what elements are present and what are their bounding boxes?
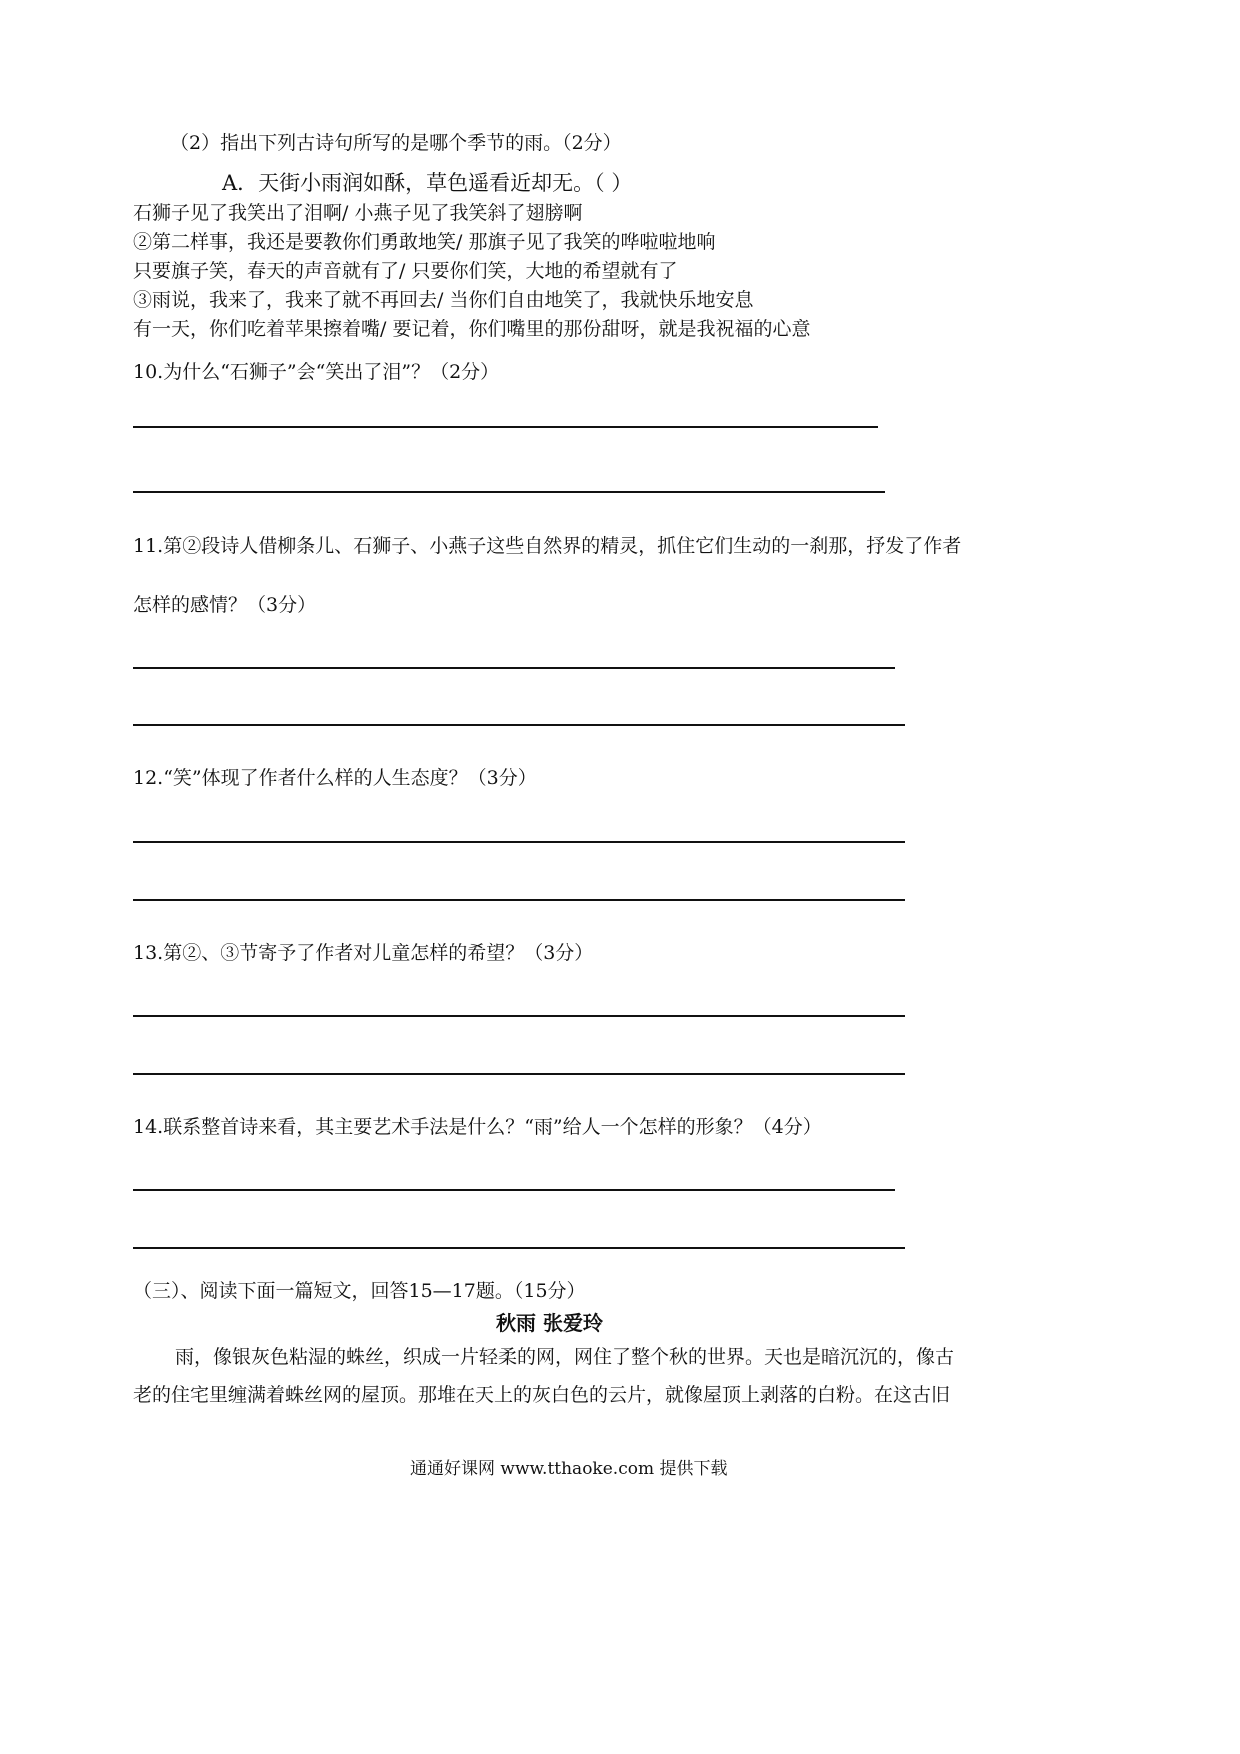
- sub-question-2: （2）指出下列古诗句所写的是哪个季节的雨。（2分）: [170, 132, 622, 154]
- answer-line[interactable]: [133, 426, 878, 428]
- section-3-heading: （三）、阅读下面一篇短文，回答15—17题。（15分）: [133, 1280, 586, 1302]
- question-12: 12.“笑”体现了作者什么样的人生态度？（3分）: [133, 767, 537, 789]
- answer-line[interactable]: [133, 1015, 905, 1017]
- question-14: 14.联系整首诗来看，其主要艺术手法是什么？“雨”给人一个怎样的形象？（4分）: [133, 1116, 822, 1138]
- answer-line[interactable]: [133, 491, 885, 493]
- poem-line: ③雨说，我来了，我来了就不再回去/ 当你们自由地笑了，我就快乐地安息: [133, 289, 754, 311]
- question-11-cont: 怎样的感情？（3分）: [133, 594, 317, 616]
- question-13: 13.第②、③节寄予了作者对儿童怎样的希望？（3分）: [133, 942, 594, 964]
- answer-line[interactable]: [133, 1247, 905, 1249]
- answer-line[interactable]: [133, 1189, 895, 1191]
- answer-line[interactable]: [133, 1073, 905, 1075]
- poem-line: 只要旗子笑，春天的声音就有了/ 只要你们笑，大地的希望就有了: [133, 260, 678, 282]
- poem-line: 有一天，你们吃着苹果擦着嘴/ 要记着，你们嘴里的那份甜呀，就是我祝福的心意: [133, 318, 811, 340]
- page-footer: 通通好课网 www.tthaoke.com 提供下载: [410, 1459, 728, 1479]
- question-10: 10.为什么“石狮子”会“笑出了泪”？（2分）: [133, 361, 500, 383]
- article-paragraph-line: 老的住宅里缠满着蛛丝网的屋顶。那堆在天上的灰白色的云片，就像屋顶上剥落的白粉。在这古旧: [133, 1384, 951, 1406]
- poem-line: ②第二样事，我还是要教你们勇敢地笑/ 那旗子见了我笑的哗啦啦地响: [133, 231, 716, 253]
- answer-line[interactable]: [133, 841, 905, 843]
- article-title: 秋雨 张爱玲: [496, 1311, 603, 1335]
- answer-line[interactable]: [133, 899, 905, 901]
- poem-line: 石狮子见了我笑出了泪啊/ 小燕子见了我笑斜了翅膀啊: [133, 202, 583, 224]
- answer-line[interactable]: [133, 724, 905, 726]
- question-11: 11.第②段诗人借柳条儿、石狮子、小燕子这些自然界的精灵，抓住它们生动的一刹那，抒发了作者: [133, 535, 962, 557]
- option-a: A．天街小雨润如酥，草色遥看近却无。（ ）: [222, 171, 633, 195]
- article-paragraph-line: 雨，像银灰色粘湿的蛛丝，织成一片轻柔的网，网住了整个秋的世界。天也是暗沉沉的，像古: [175, 1346, 955, 1368]
- answer-line[interactable]: [133, 667, 895, 669]
